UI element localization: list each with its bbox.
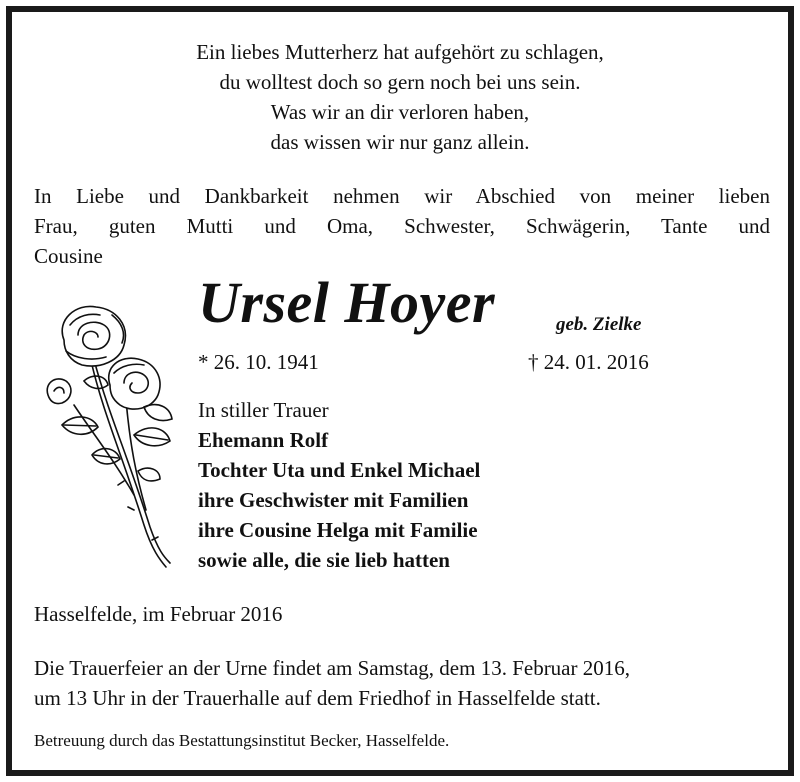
poem-line-3: Was wir an dir verloren haben, bbox=[270, 100, 530, 124]
poem-line-4: das wissen wir nur ganz allein. bbox=[270, 130, 530, 154]
deceased-name: Ursel Hoyer bbox=[198, 270, 496, 335]
mourner-3: ihre Geschwister mit Familien bbox=[198, 488, 469, 512]
poem-line-2: du wolltest doch so gern noch bei uns sein. bbox=[219, 70, 581, 94]
birth-date: * 26. 10. 1941 bbox=[198, 350, 319, 374]
place-date: Hasselfelde, im Februar 2016 bbox=[34, 602, 283, 626]
intro-line-3: Cousine bbox=[34, 244, 103, 268]
mourner-4: ihre Cousine Helga mit Familie bbox=[198, 518, 478, 542]
ceremony-line-1: Die Trauerfeier an der Urne findet am Samstag, dem 13. Februar 2016, bbox=[34, 656, 630, 680]
mourner-5: sowie alle, die sie lieb hatten bbox=[198, 548, 450, 572]
death-date: † 24. 01. 2016 bbox=[528, 350, 649, 374]
maiden-name: geb. Zielke bbox=[556, 314, 642, 335]
intro-line-1: In Liebe und Dankbarkeit nehmen wir Abschied von meiner lieben bbox=[34, 184, 770, 208]
intro-line-2: Frau, guten Mutti und Oma, Schwester, Schwägerin, Tante und bbox=[34, 214, 770, 238]
mourner-1: Ehemann Rolf bbox=[198, 428, 329, 452]
mourner-2: Tochter Uta und Enkel Michael bbox=[198, 458, 481, 482]
mourners-heading: In stiller Trauer bbox=[198, 398, 329, 422]
ceremony-line-2: um 13 Uhr in der Trauerhalle auf dem Friedhof in Hasselfelde statt. bbox=[34, 686, 601, 710]
poem-line-1: Ein liebes Mutterherz hat aufgehört zu schlagen, bbox=[196, 40, 604, 64]
obituary-notice bbox=[6, 6, 794, 776]
undertaker-note: Betreuung durch das Bestattungsinstitut Becker, Hasselfelde. bbox=[34, 731, 450, 750]
rose-illustration bbox=[34, 295, 184, 575]
